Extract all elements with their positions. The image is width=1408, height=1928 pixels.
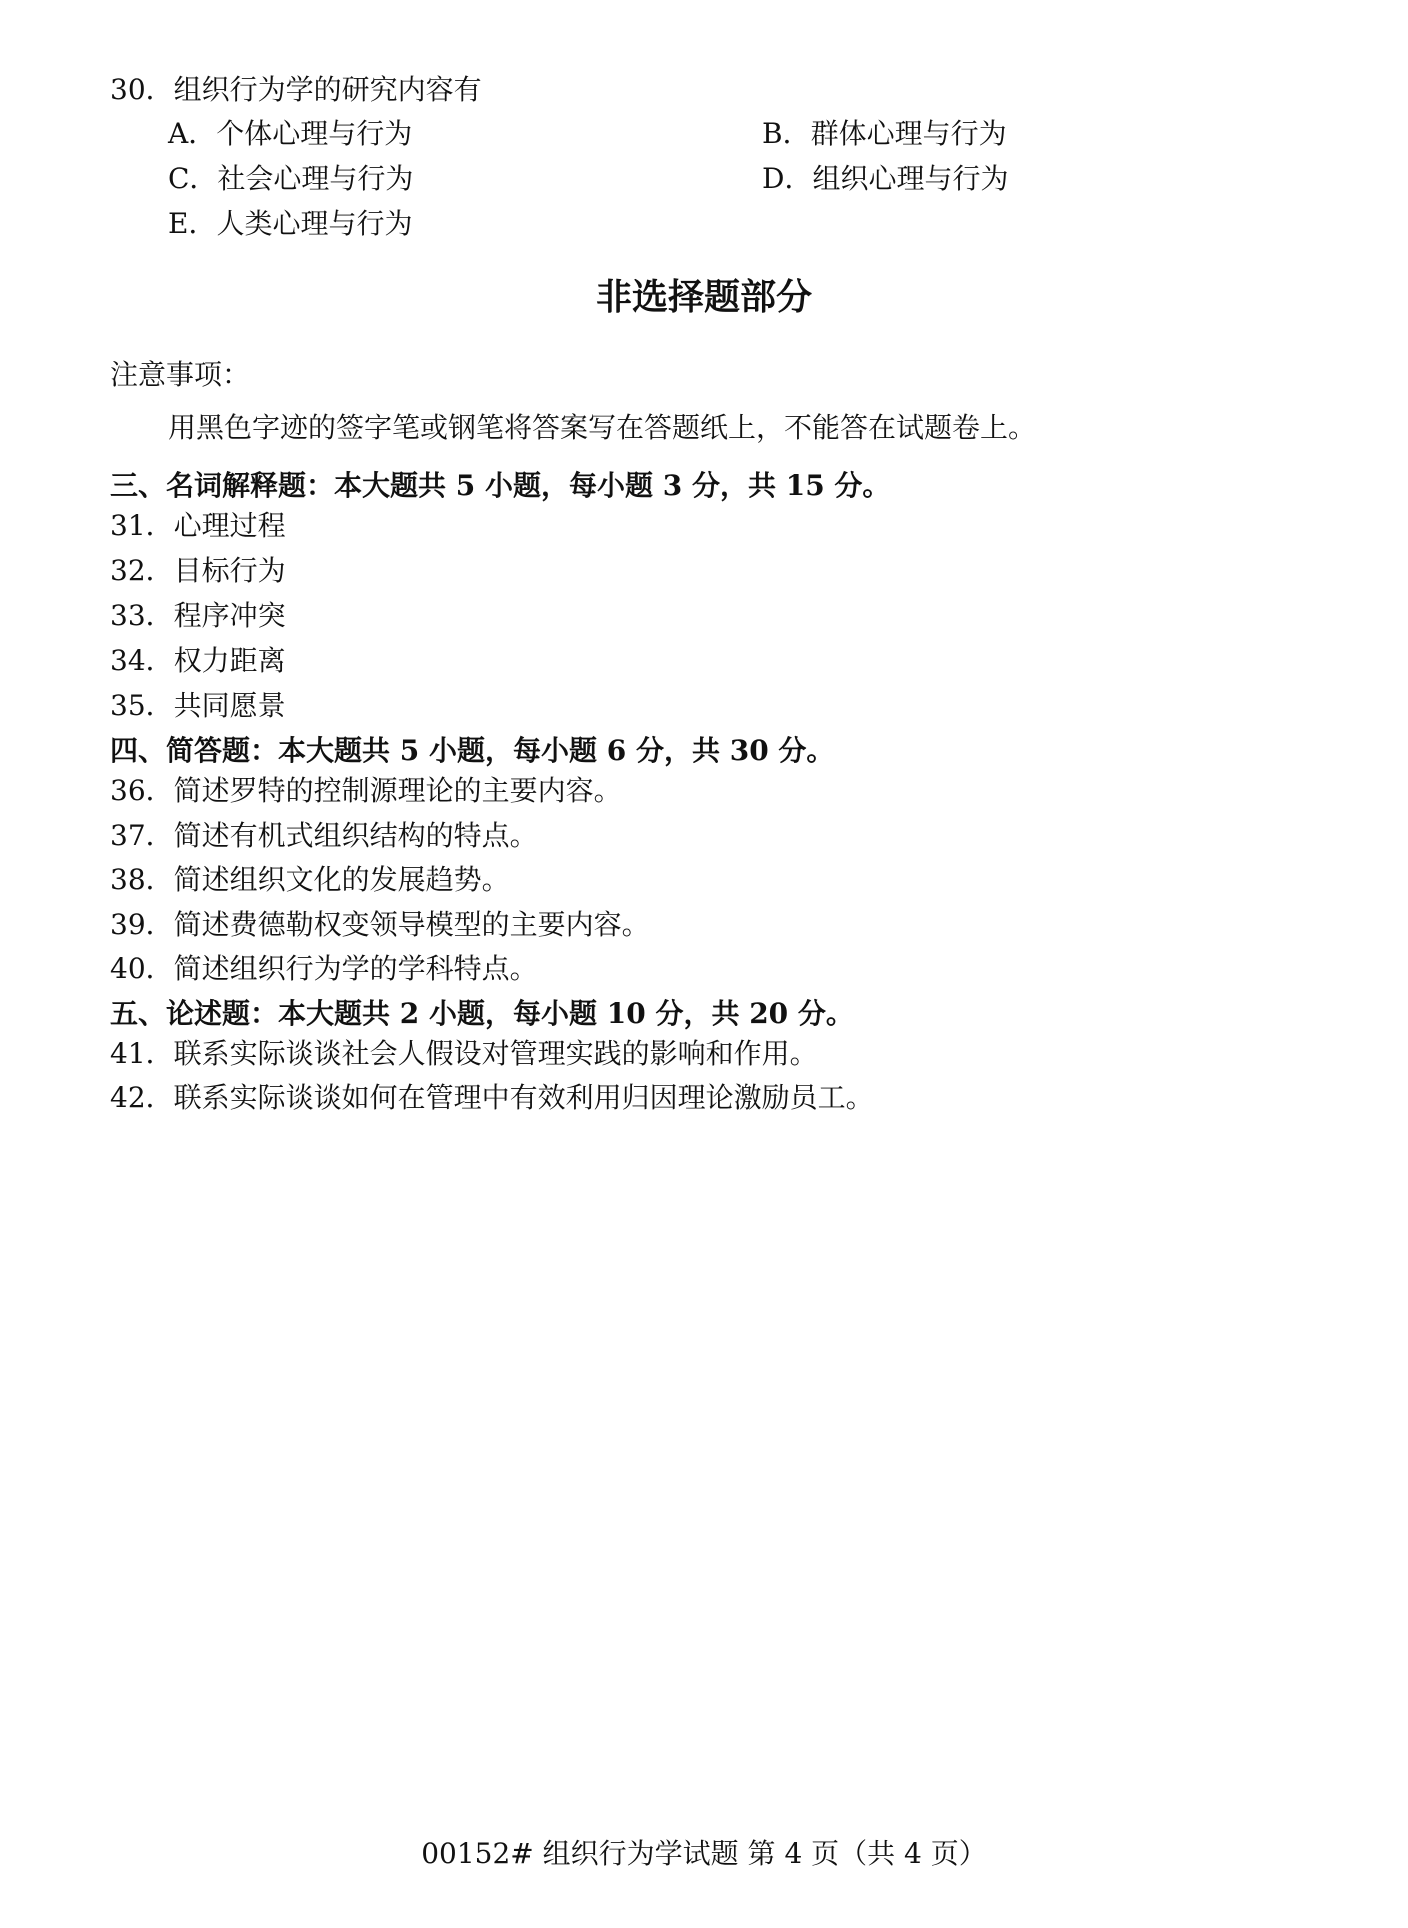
option-a: A．个体心理与行为 (168, 117, 413, 150)
question-35: 35．共同愿景 (110, 689, 286, 722)
option-b: B．群体心理与行为 (762, 117, 1007, 150)
question-31: 31．心理过程 (110, 509, 286, 542)
question-33: 33．程序冲突 (110, 599, 286, 632)
option-c: C．社会心理与行为 (168, 162, 414, 195)
question-32: 32．目标行为 (110, 554, 286, 587)
question-34: 34．权力距离 (110, 644, 286, 677)
question-36: 36．简述罗特的控制源理论的主要内容。 (110, 774, 622, 807)
section-5-title: 五、论述题：本大题共 2 小题，每小题 10 分，共 20 分。 (110, 997, 854, 1030)
question-38: 38．简述组织文化的发展趋势。 (110, 863, 510, 896)
question-37: 37．简述有机式组织结构的特点。 (110, 819, 538, 852)
question-41: 41．联系实际谈谈社会人假设对管理实践的影响和作用。 (110, 1037, 818, 1070)
question-39: 39．简述费德勒权变领导模型的主要内容。 (110, 908, 650, 941)
notice-text: 用黑色字迹的签字笔或钢笔将答案写在答题纸上，不能答在试题卷上。 (168, 411, 1037, 444)
question-42: 42．联系实际谈谈如何在管理中有效利用归因理论激励员工。 (110, 1081, 874, 1114)
section-4-title: 四、简答题：本大题共 5 小题，每小题 6 分，共 30 分。 (110, 734, 835, 767)
option-d: D．组织心理与行为 (762, 162, 1009, 195)
option-e: E．人类心理与行为 (168, 207, 413, 240)
page-footer: 00152# 组织行为学试题 第 4 页（共 4 页） (421, 1837, 987, 1870)
question-40: 40．简述组织行为学的学科特点。 (110, 952, 538, 985)
question-30-stem: 30．组织行为学的研究内容有 (110, 73, 482, 106)
section-3-title: 三、名词解释题：本大题共 5 小题，每小题 3 分，共 15 分。 (110, 469, 891, 502)
notice-label: 注意事项： (110, 358, 251, 391)
part-title: 非选择题部分 (595, 277, 812, 318)
